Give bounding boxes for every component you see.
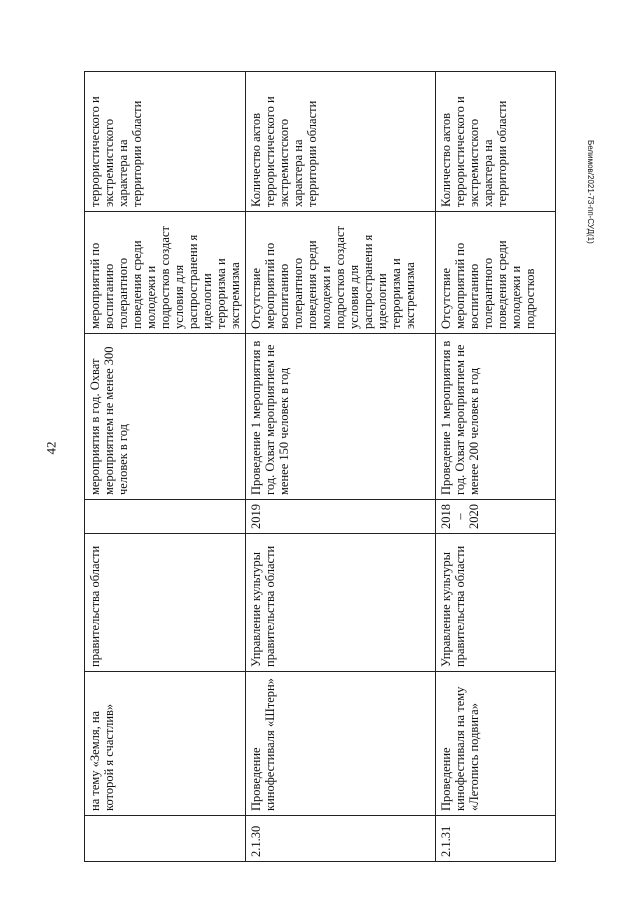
cell-result: мероприятий по воспитанию толерантного поведения среди молодежи и подростков создаст условия для распространени я идеологии терроризма и экстремизма bbox=[85, 212, 246, 334]
cell-number: 2.1.31 bbox=[436, 816, 556, 862]
cell-criterion: Количество актов террористического и экстремистского характера на территории области bbox=[246, 72, 436, 212]
cell-number: 2.1.30 bbox=[246, 816, 436, 862]
table-row bbox=[246, 72, 436, 862]
rotated-table-container bbox=[84, 72, 544, 862]
cell-criterion: Количество актов террористического и экстремистского характера на территории области bbox=[436, 72, 556, 212]
cell-executor: Управление культуры правительства области bbox=[246, 534, 436, 672]
cell-year bbox=[85, 500, 246, 534]
document-footer: Белимов/2021-73-пп-СУД(1) bbox=[586, 140, 595, 244]
table-row bbox=[436, 72, 556, 862]
cell-year: 2018 – 2020 bbox=[436, 500, 556, 534]
cell-indicator: мероприятия в год. Охват мероприятием не менее 300 человек в год bbox=[85, 334, 246, 500]
cell-measure-name: Проведение кинофестиваля на тему «Летопись подвига» bbox=[436, 672, 556, 816]
cell-year: 2019 bbox=[246, 500, 436, 534]
page-number: 42 bbox=[43, 441, 59, 455]
cell-number bbox=[85, 816, 246, 862]
cell-indicator: Проведение 1 мероприятия в год. Охват мероприятием не менее 200 человек в год bbox=[436, 334, 556, 500]
cell-measure-name: Проведение кинофестиваля «Штерн» bbox=[246, 672, 436, 816]
measures-table bbox=[84, 71, 556, 862]
cell-executor: правительства области bbox=[85, 534, 246, 672]
cell-executor: Управление культуры правительства области bbox=[436, 534, 556, 672]
cell-measure-name: на тему «Земля, на которой я счастлив» bbox=[85, 672, 246, 816]
cell-criterion: террористического и экстремистского характера на территории области bbox=[85, 72, 246, 212]
cell-result: Отсутствие мероприятий по воспитанию толерантного поведения среди молодежи и подростков создаст условия для распространени я идеологии терроризма и экстремизма bbox=[246, 212, 436, 334]
cell-indicator: Проведение 1 мероприятия в год. Охват мероприятием не менее 150 человек в год bbox=[246, 334, 436, 500]
table-row bbox=[85, 72, 246, 862]
cell-result: Отсутствие мероприятий по воспитанию толерантного поведения среди молодежи и подростков bbox=[436, 212, 556, 334]
